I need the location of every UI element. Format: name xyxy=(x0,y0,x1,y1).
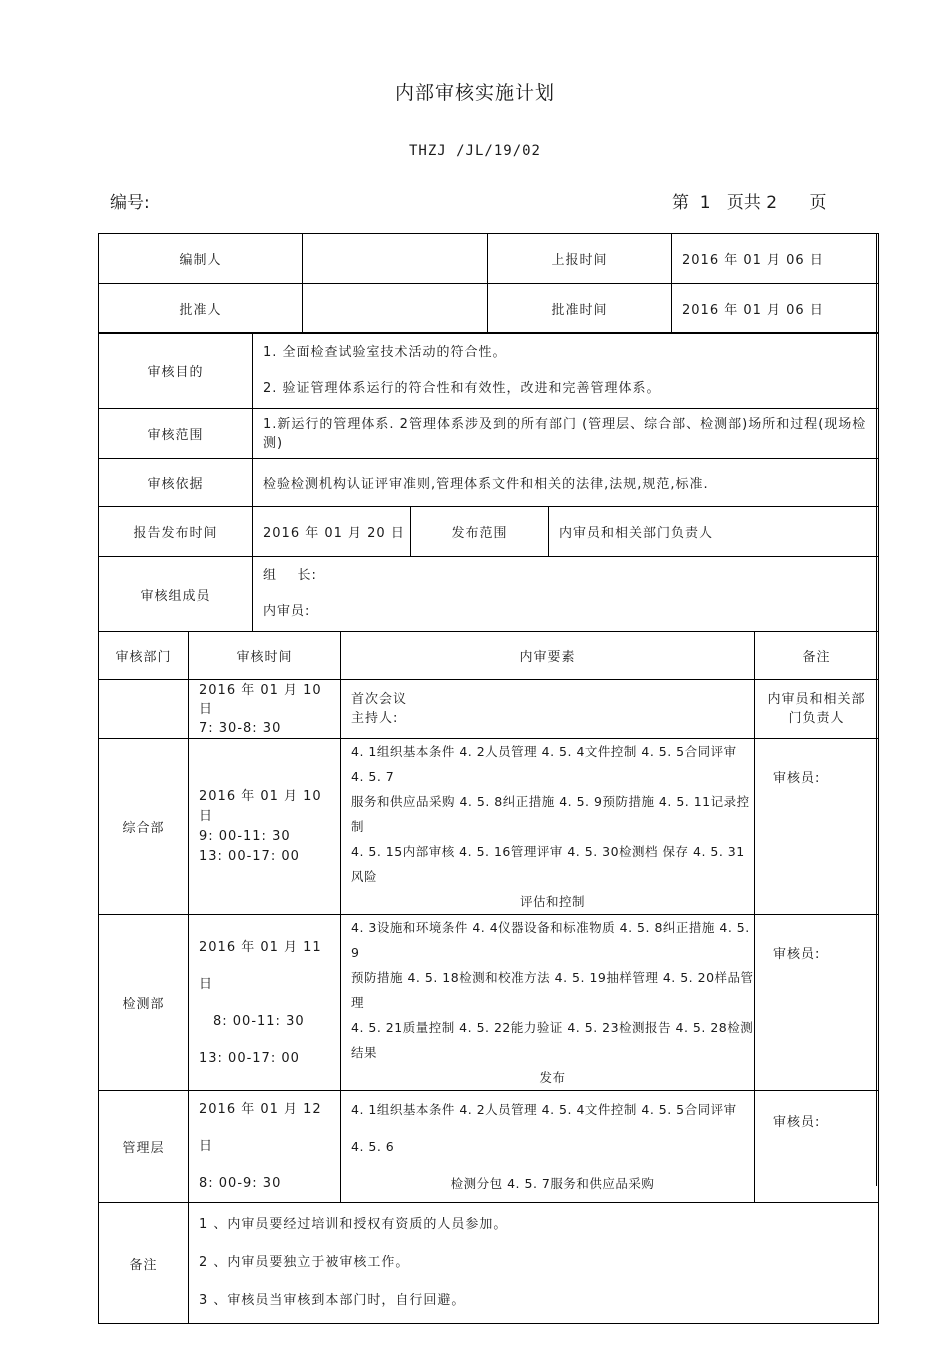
dept-cell: 管理层 xyxy=(99,1091,189,1203)
header-dept: 审核部门 xyxy=(99,632,189,680)
report-time-value: 2016 年 01 月 06 日 xyxy=(672,234,879,284)
table-row xyxy=(99,1091,879,1203)
header-note: 备注 xyxy=(755,632,879,680)
table-row xyxy=(99,557,879,632)
scope-content: 1.新运行的管理体系. 2管理体系涉及到的所有部门 (管理层、综合部、检测部)场所和过程(现场检测) xyxy=(253,409,879,459)
note-cell: 审核员: xyxy=(755,915,879,1091)
content-line: 预防措施 4. 5. 18检测和校准方法 4. 5. 19抽样管理 4. 5. 20样品管理 xyxy=(351,970,754,1010)
table-row xyxy=(99,459,879,507)
time-cell xyxy=(189,915,341,1091)
header-elements: 内审要素 xyxy=(341,632,755,680)
table-row xyxy=(99,234,879,284)
table-row xyxy=(99,409,879,459)
compiler-label: 编制人 xyxy=(99,234,303,284)
table-row xyxy=(99,1203,879,1324)
release-scope-label: 发布范围 xyxy=(411,507,549,557)
table-row xyxy=(99,333,879,409)
approver-label: 批准人 xyxy=(99,284,303,334)
purpose-line: 2. 验证管理体系运行的符合性和有效性，改进和完善管理体系。 xyxy=(263,380,661,396)
auditors-label: 内审员: xyxy=(263,604,311,619)
content-line: 检测分包 4. 5. 7服务和供应品采购 xyxy=(450,1176,655,1191)
time-line: 8: 00-11: 30 xyxy=(213,1013,305,1029)
time-line: 2016 年 01 月 12 日 xyxy=(199,1102,322,1154)
table-row xyxy=(99,739,879,915)
content-cell xyxy=(341,680,755,739)
content-line: 4. 1组织基本条件 4. 2人员管理 4. 5. 4文件控制 4. 5. 5合同评审 4. 5. 6 xyxy=(351,1102,737,1154)
scope-label: 审核范围 xyxy=(99,409,253,459)
release-time-value: 2016 年 01 月 20 日 xyxy=(253,507,411,557)
time-line: 13: 00-17: 00 xyxy=(199,1050,300,1066)
purpose-content xyxy=(253,333,879,409)
basis-content: 检验检测机构认证评审准则,管理体系文件和相关的法律,法规,规范,标准. xyxy=(253,459,879,507)
remarks-label: 备注 xyxy=(99,1203,189,1324)
serial-number-label: 编号: xyxy=(110,193,150,213)
remark-line: 2 、内审员要独立于被审核工作。 xyxy=(199,1255,410,1270)
time-line: 2016 年 01 月 11 日 xyxy=(199,939,322,992)
content-line: 主持人: xyxy=(351,711,399,726)
document-title: 内部审核实施计划 xyxy=(394,82,555,104)
purpose-label: 审核目的 xyxy=(99,333,253,409)
compiler-value[interactable] xyxy=(303,234,488,284)
content-cell xyxy=(341,739,755,915)
release-scope-value: 内审员和相关部门负责人 xyxy=(549,507,879,557)
content-line: 4. 5. 21质量控制 4. 5. 22能力验证 4. 5. 23检测报告 4. 5. 28检测结果 xyxy=(351,1020,754,1060)
page-info: 第 1 页共 2 页 xyxy=(672,193,827,213)
basis-label: 审核依据 xyxy=(99,459,253,507)
time-line: 2016 年 01 月 10 日 xyxy=(199,682,322,717)
content-line: 发布 xyxy=(539,1070,566,1085)
content-line: 首次会议 xyxy=(351,692,408,707)
audit-table xyxy=(98,332,879,632)
content-line: 4. 5. 15内部审核 4. 5. 16管理评审 4. 5. 30检测档 保存 4. 5. 31风险 xyxy=(351,844,745,884)
time-cell xyxy=(189,1091,341,1203)
content-cell xyxy=(341,915,755,1091)
content-line: 评估和控制 xyxy=(519,894,585,909)
info-table xyxy=(98,233,879,334)
content-line: 4. 1组织基本条件 4. 2人员管理 4. 5. 4文件控制 4. 5. 5合同评审 4. 5. 7 xyxy=(351,744,737,784)
note-cell: 内审员和相关部门负责人 xyxy=(755,680,879,739)
note-cell: 审核员: xyxy=(755,1091,879,1203)
dept-cell: 综合部 xyxy=(99,739,189,915)
time-cell xyxy=(189,680,341,739)
content-line: 服务和供应品采购 4. 5. 8纠正措施 4. 5. 9预防措施 4. 5. 11记录控制 xyxy=(351,794,750,834)
document-code: THZJ /JL/19/02 xyxy=(408,143,541,159)
approver-value[interactable] xyxy=(303,284,488,334)
remark-line: 1 、内审员要经过培训和授权有资质的人员参加。 xyxy=(199,1217,508,1232)
dept-cell xyxy=(99,680,189,739)
leader-label: 组 长: xyxy=(263,568,317,583)
header-time: 审核时间 xyxy=(189,632,341,680)
content-cell xyxy=(341,1091,755,1203)
table-header-row xyxy=(99,632,879,680)
remarks-content xyxy=(189,1203,879,1324)
approve-time-value: 2016 年 01 月 06 日 xyxy=(672,284,879,334)
content-line: 4. 3设施和环境条件 4. 4仪器设备和标准物质 4. 5. 8纠正措施 4. 5. 9 xyxy=(351,920,750,960)
note-cell: 审核员: xyxy=(755,739,879,915)
team-label: 审核组成员 xyxy=(99,557,253,632)
dept-cell: 检测部 xyxy=(99,915,189,1091)
table-row xyxy=(99,507,879,557)
purpose-line: 1. 全面检查试验室技术活动的符合性。 xyxy=(263,344,507,360)
time-line: 13: 00-17: 00 xyxy=(199,848,300,864)
time-line: 7: 30-8: 30 xyxy=(199,720,282,736)
time-line: 9: 00-11: 30 xyxy=(199,828,291,844)
approve-time-label: 批准时间 xyxy=(488,284,672,334)
release-time-label: 报告发布时间 xyxy=(99,507,253,557)
remark-line: 3 、审核员当审核到本部门时，自行回避。 xyxy=(199,1293,466,1308)
table-row xyxy=(99,915,879,1091)
time-cell xyxy=(189,739,341,915)
time-line: 2016 年 01 月 10 日 xyxy=(199,788,322,824)
schedule-table xyxy=(98,631,879,1324)
table-row xyxy=(99,284,879,334)
table-outer-border xyxy=(876,233,880,1186)
report-time-label: 上报时间 xyxy=(488,234,672,284)
table-row xyxy=(99,680,879,739)
time-line: 8: 00-9: 30 xyxy=(199,1176,282,1191)
team-content xyxy=(253,557,879,632)
